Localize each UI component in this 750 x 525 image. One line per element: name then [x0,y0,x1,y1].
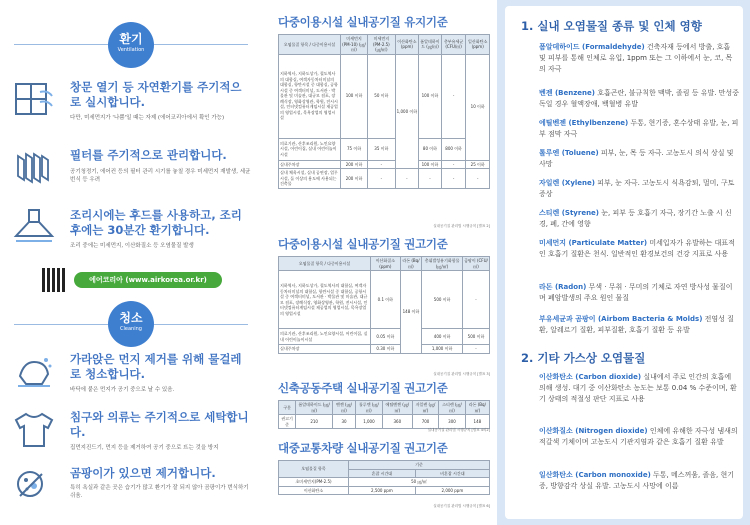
table-cell: 35 이하 [368,138,396,160]
table-cell: 0.05 이하 [371,329,401,345]
table-cell: 50 이하 [368,54,396,138]
col-header: 오염물질 항목 / 다중이용시설 [279,35,341,55]
left-panel [0,0,262,525]
table-cell: 실내 체육시설, 실내 공연장, 업무시설, 둘 이상의 용도에 사용되는 건축물 [279,169,341,189]
tip-subtext: 다만, 미세먼지가 '나쁨'일 때는 자제 (에어코리아에서 확인 가능) [70,115,225,121]
col-header: 오염물질 항목 / 다중이용시설 [279,257,371,271]
table-cell: 10 이하 [466,54,490,160]
table-cell: 210 [296,415,333,429]
table-cell: 의료기관, 산후조리원, 노인요양시설, 어린이집, 실내 어린이놀이시설 [279,138,341,160]
table-cell: 초미세먼지(PM-2.5) [279,478,349,487]
table-cell: 80 이하 [419,138,442,160]
col-header: 스티렌 (㎍/㎥) [439,401,465,415]
ventilation-subtitle: Ventilation [117,47,145,53]
table2-title: 다중이용시설 실내공기질 권고기준 [278,237,448,251]
table-cell: 2,500 ppm [349,486,416,495]
table-cell: 200 이하 [341,160,368,169]
col-header: 곰팡이 (CFU/㎥) [464,258,488,269]
table-cell: 500 이하 [462,329,489,345]
table-cell: 360 [382,415,412,429]
airkorea-link-row [14,268,254,296]
table-cell: - [419,169,442,189]
table-cell: 25 이하 [466,160,490,169]
table-cell: 400 이하 [422,329,463,345]
tip-title: 창문 열기 등 자연환기를 주기적으로 실시합니다. [70,80,242,109]
col-header: 벤젠 (㎍/㎥) [333,401,356,415]
table-source-note: 실내공기질 관리법 시행규칙 [별표 6] [433,504,490,508]
table-cell: 이산화탄소 [279,486,349,495]
cleaning-title: 청소 [119,311,143,325]
table-cell: - [466,169,490,189]
pollutant-item: 톨루엔 (Toluene) 피부, 눈, 목 등 자극. 고농도시 의식 상실 및 사망 [539,149,734,168]
table-row [279,160,490,169]
ventilation-badge [108,22,154,68]
table-cell: 100 이하 [419,54,442,138]
recommended-standards-table [278,256,490,354]
pollutant-item: 벤젠 (Benzene) 호흡곤란, 불규칙한 맥박, 졸림 등 유발. 만성중독일 경우 혈액장애, 백혈병 유발 [539,89,739,108]
col-header: 일산화탄소 (ppm) [466,35,490,55]
table-row [279,271,490,329]
tip-title: 침구와 의류는 주기적으로 세탁합니다. [70,410,249,439]
table-cell: 300 [439,415,465,429]
cleaning-badge [108,301,154,347]
table-cell: 700 [412,415,438,429]
table-cell: 30 [333,415,356,429]
ventilation-title: 환기 [119,32,143,46]
col-header: 비혼잡 시간대 [415,469,489,478]
col-header: 폼알데하이드 (㎍/㎥) [296,401,333,415]
pollutant-item: 라돈 (Radon) 무색 · 무취 · 무미의 기체로 자연 방사성 물질이며 폐암발생의 주요 원인 물질 [539,283,733,302]
tip-title: 조리시에는 후드를 사용하고, 조리 후에는 30분간 환기합니다. [70,208,242,237]
pollutants-heading: 1. 실내 오염물질 종류 및 인체 영향 [521,19,702,33]
tip-title: 가라앉은 먼지 제거를 위해 물걸레로 청소합니다. [70,352,242,381]
col-header: 총부유세균 (CFU/㎥) [441,35,466,55]
col-header: 톨루엔 (㎍/㎥) [355,401,382,415]
shirt-icon [12,410,56,450]
col-header: 미세먼지 (PM-10) (㎍/㎥) [342,36,366,52]
table-cell: 실내주차장 [279,345,371,354]
table-cell: - [462,345,489,354]
gas-item: 이산화탄소 (Carbon dioxide) 실내에서 주로 인간의 호흡에 의해 생성. 대기 중 이산화탄소 농도는 보통 0.04 % 수준이며, 환기 상태의 적절성 판단 지표로 사용 [539,373,737,403]
table-cell: 200 이하 [341,169,368,189]
table3-title: 신축공동주택 실내공기질 권고기준 [278,381,448,395]
table-cell: 2,000 ppm [415,486,489,495]
col-header: 폼알데하이드 (㎍/㎥) [419,35,442,55]
tip-subtext: 공기청정기, 에어컨 등의 필터 관리 시기를 놓칠 경우 미세먼지 재발생, 세균 번식 등 우려 [70,169,251,183]
col-header: 라돈 (Bq/㎥) [400,257,422,271]
table-row [279,54,490,138]
col-header: 오염물질 항목 [279,461,349,478]
table-cell: - [441,169,466,189]
table-cell: 지하역사, 지하도상가, 철도역사의 대합실, 여객자동차터미널의 대합실, 항만시설 중 대합실, 공항시설 중 여객터미널, 도서관 · 박물관 및 미술관, 대규모 점포, 장례식장, 영화상영관, 학원, 전시시설, 인터넷컴퓨터게임시설 제공업의 영업시설, 목욕장업의 영업시설 [279,271,371,329]
standards-column [264,0,496,525]
table-cell: 의료기관, 산후조리원, 노인요양시설, 어린이집, 실내 어린이놀이시설 [279,329,371,345]
table-cell: 권고기준 [279,415,296,429]
new-apartment-table [278,400,490,429]
table4-title: 대중교통차량 실내공기질 권고기준 [278,441,448,455]
table-cell: - [441,54,466,138]
tip-title: 곰팡이가 있으면 제거합니다. [70,466,216,480]
window-icon [12,80,56,120]
qr-code-icon [42,268,66,292]
gas-pollutants-heading: 2. 기타 가스상 오염물질 [521,351,646,365]
table-cell: 50 ㎍/㎥ [349,478,490,487]
tip-subtext: 특히 욕실과 같은 곳은 습기가 많고 환기가 잘 되지 않아 곰팡이가 번식하기 쉬움. [70,485,249,499]
public-transport-table [278,460,490,495]
table-cell: 0.1 이하 [371,271,401,329]
table-cell: 1,000 이하 [395,54,419,169]
pollutant-item: 에틸벤젠 (Ethylbenzene) 두통, 현기증, 혼수상태 유발, 눈, 피부 점막 자극 [539,119,739,138]
table-cell: 800 이하 [441,138,466,160]
range-hood-icon [12,208,56,248]
table-cell: 100 이하 [341,54,368,138]
table-cell: - [368,160,396,169]
col-header: 혼잡 시간대 [349,469,416,478]
col-header: 기준 [349,461,490,470]
pollutant-item: 스티렌 (Styrene) 눈, 피부 등 호흡기 자극, 장기간 노출 시 신경, 폐, 간에 영향 [539,209,732,228]
col-header: 이산화탄소 (ppm) [395,35,419,55]
col-header: 이산화질소 (ppm) [371,257,401,271]
table-row [279,415,490,429]
table-cell: 100 이하 [419,160,442,169]
table-cell: 75 이하 [341,138,368,160]
table-cell: - [462,271,489,329]
tip-subtext: 집먼지진드기, 먼지 등을 제거하여 공기 중으로 뜨는 것을 방지 [70,445,219,451]
pollutant-item: 자일렌 (Xylene) 피부, 눈 자극. 고농도시 식욕감퇴, 멀미, 구토 증상 [539,179,735,198]
mold-icon [12,466,56,506]
col-header: 구분 [279,401,296,415]
table-cell: 지하역사, 지하도상가, 철도역사의 대합실, 여객자동차터미널의 대합실, 항만시설 중 대합실, 공항시설 중 여객터미널, 도서관 · 박물관 및 미술관, 대규모 점포, 장례식장, 영화상영관, 학원, 전시시설, 인터넷컴퓨터게임시설 제공업의 영업시설, 목욕장업의 영업시설 [279,54,341,138]
table-row [279,329,490,345]
table-cell: - [368,169,396,189]
table-cell: - [441,160,466,169]
pollutants-card [505,6,743,519]
table-source-note: 실내공기질 관리법 시행규칙 [별표 3] [433,372,490,376]
table-row [279,478,490,487]
pollutant-item: 부유세균과 곰팡이 (Airbom Bacteria & Molds) 전염성 질환, 알레르기 질환, 피부질환, 호흡기 질환 등 유발 [539,315,734,334]
table1-title: 다중이용시설 실내공기질 유지기준 [278,15,448,29]
tip-subtext: 바닥에 붙은 먼지가 공기 중으로 날 수 있음. [70,387,175,393]
airkorea-link[interactable]: 에어코리아 (www.airkorea.or.kr) [74,272,222,288]
table-cell: - [395,169,419,189]
table-cell: 0.30 이하 [371,345,401,354]
wipe-hand-icon [12,352,56,392]
table-cell: 1,000 [355,415,382,429]
table-row [279,486,490,495]
col-header: 총휘발성유기화합물 (㎍/㎥) [422,257,463,271]
table-row [279,345,490,354]
gas-item: 일산화탄소 (Carbon monoxide) 두통, 메스꺼움, 졸음, 현기증, 방향감각 상실 유발. 고농도시 사망에 이름 [539,471,734,490]
table-cell: 500 이하 [422,271,463,329]
pollutant-item: 미세먼지 (Particulate Matter) 미세입자가 유발하는 대표적인 호흡기 질환은 천식. 일반적인 환경보건의 건강 지표로 사용 [539,239,735,258]
col-header: 자일렌 (㎍/㎥) [412,401,438,415]
pollutants-panel [497,0,750,525]
table-cell: 1,000 이하 [422,345,463,354]
table-row [279,138,490,160]
table-cell: 실내주차장 [279,160,341,169]
gas-item: 이산화질소 (Nitrogen dioxide) 인체에 유해한 자극성 냄새의 적갈색 기체이며 고농도시 기관지염과 같은 호흡기 질환 유발 [539,427,738,446]
table-source-note: 실내공기질 관리법 시행규칙 [별표 4의2] [427,428,490,432]
col-header: 에틸벤젠 (㎍/㎥) [382,401,412,415]
table-cell: 148 이하 [400,271,422,354]
tip-title: 필터를 주기적으로 관리합니다. [70,148,227,162]
maintenance-standards-table [278,34,490,189]
table-source-note: 실내공기질 관리법 시행규칙 [별표 2] [433,224,490,228]
pollutant-item: 폼알데하이드 (Formaldehyde) 건축자재 등에서 방출, 호흡 및 피부를 통해 인체로 유입, 1ppm 또는 그 이하에서 눈, 코, 목의 자극 [539,43,733,73]
col-header: 미세먼지 (PM-2.5) (㎍/㎥) [368,35,396,55]
table-row [279,169,490,189]
col-header: 라돈 (Bq/㎥) [465,401,489,415]
tip-subtext: 조리 중에는 미세먼지, 이산화질소 등 오염물질 발생 [70,243,194,249]
filter-icon [12,148,56,188]
cleaning-subtitle: Cleaning [120,326,142,332]
table-cell: 148 [465,415,489,429]
